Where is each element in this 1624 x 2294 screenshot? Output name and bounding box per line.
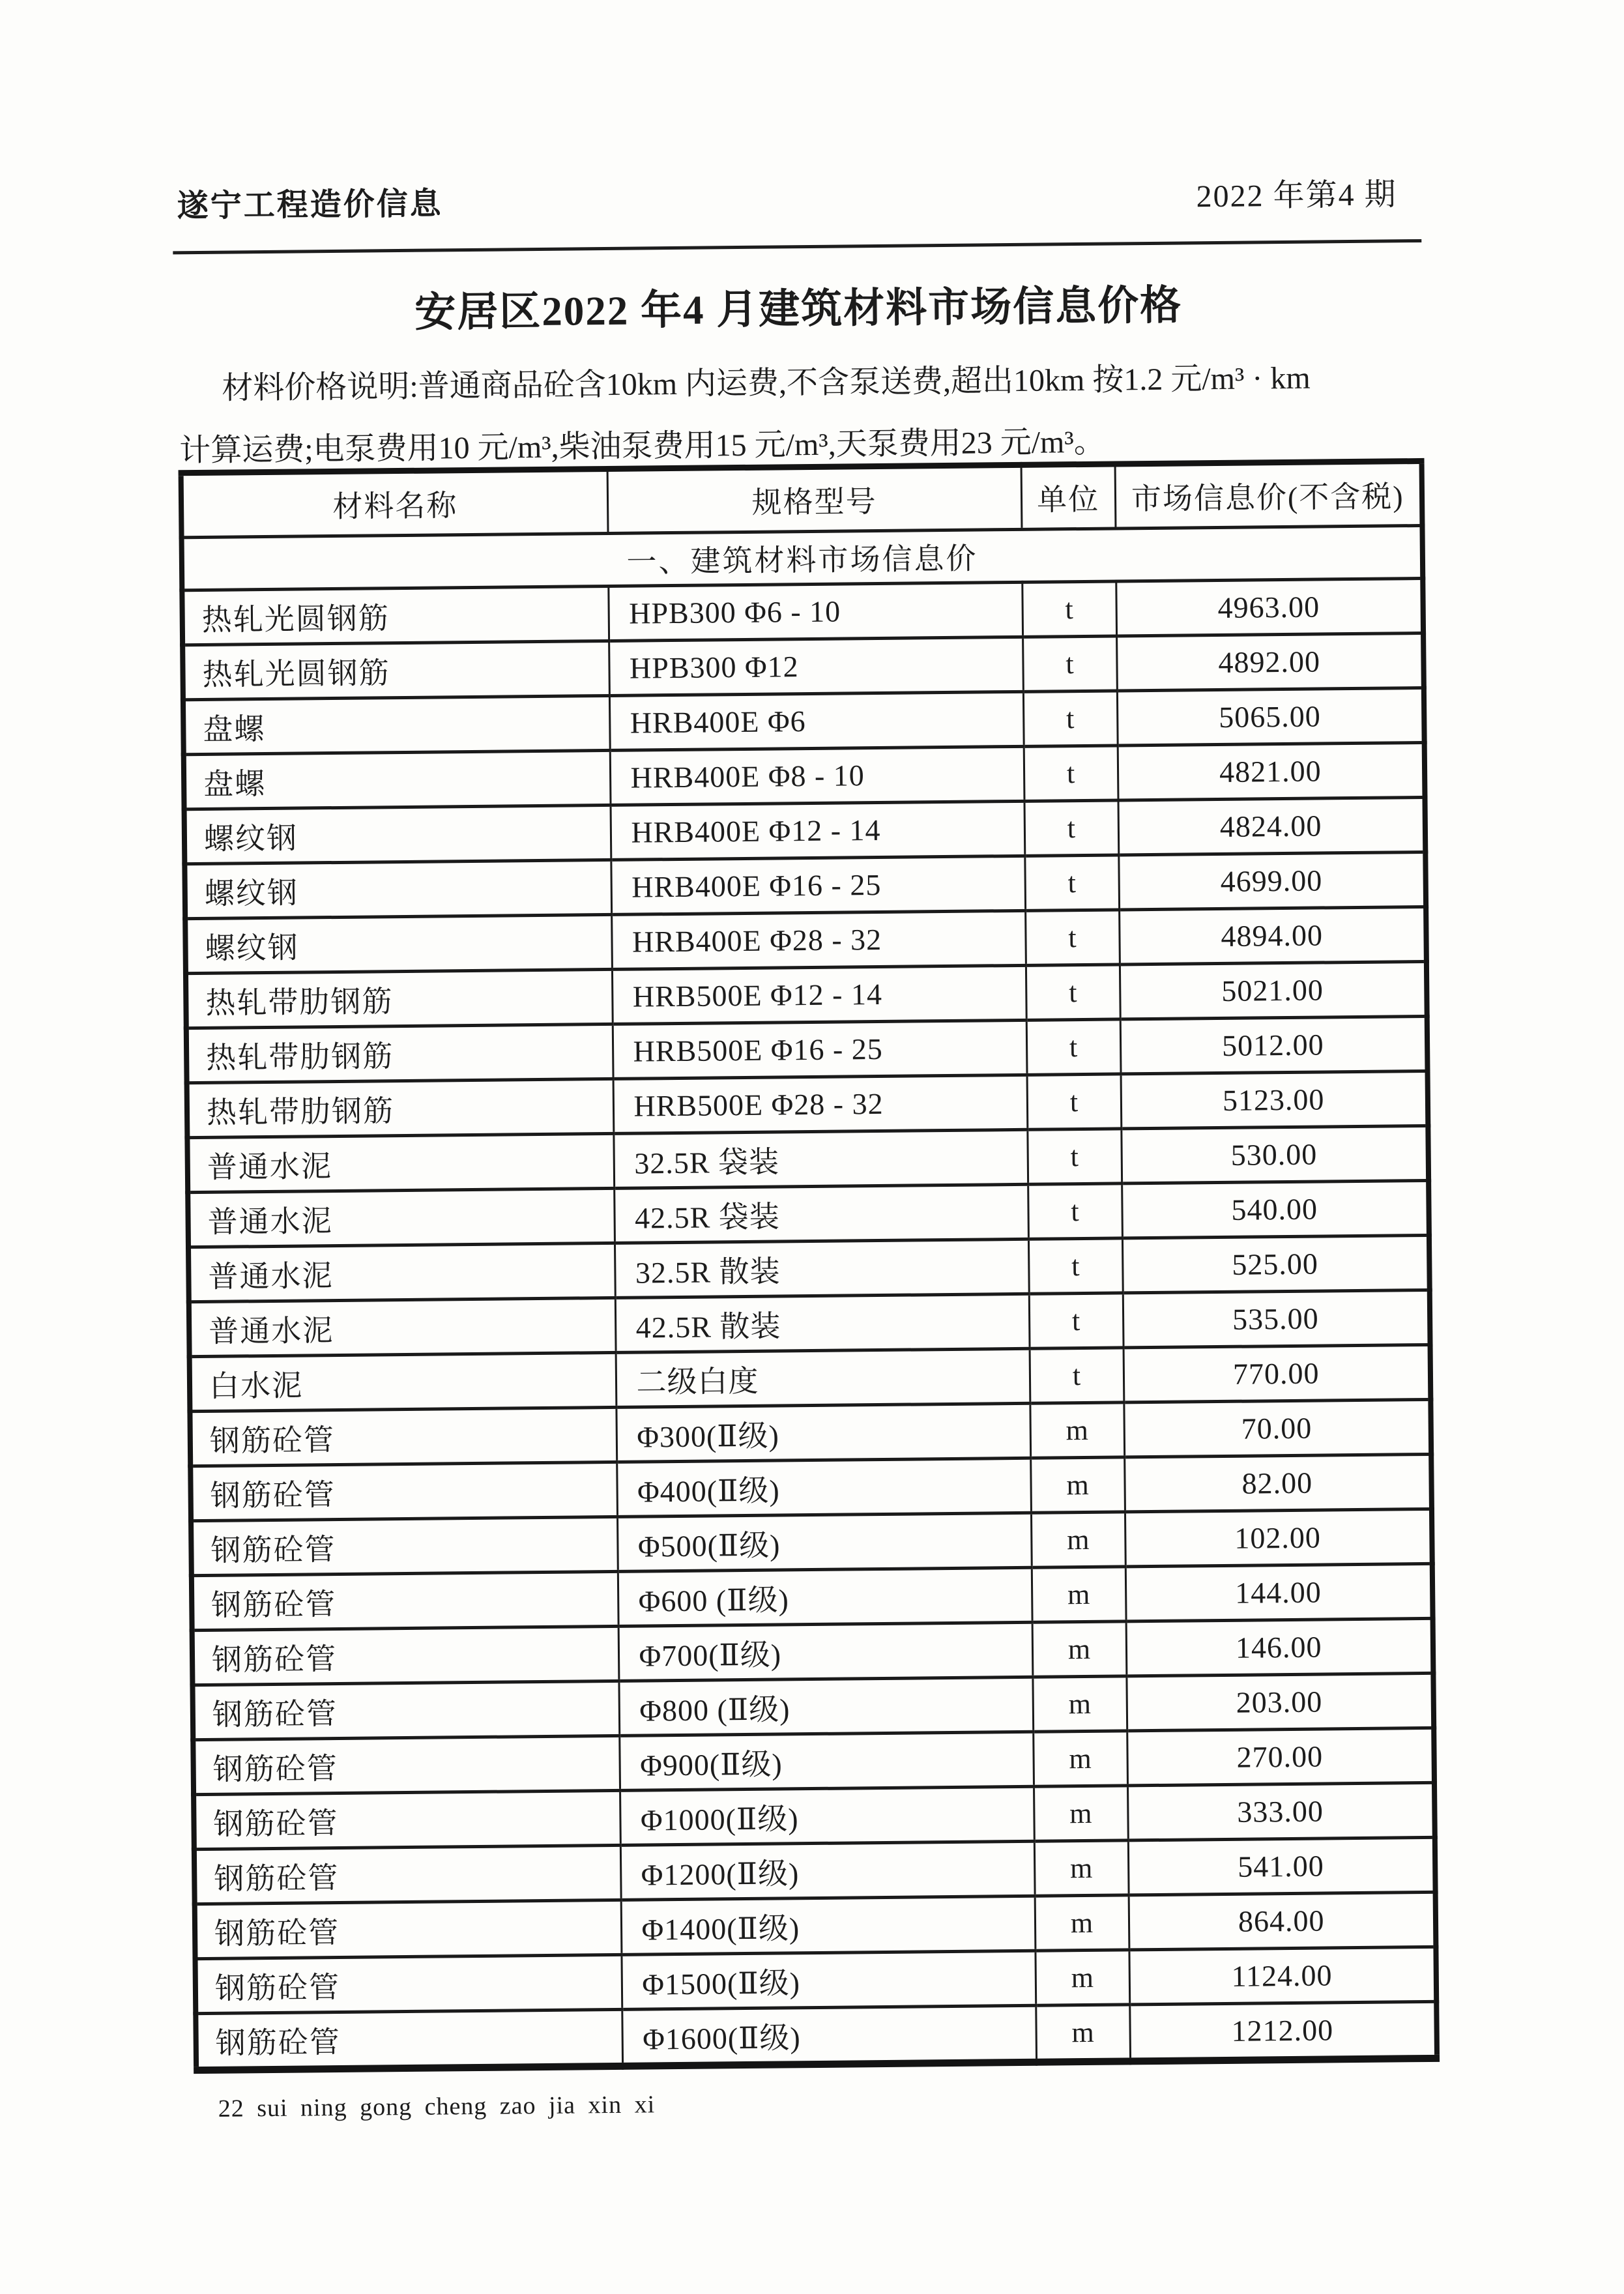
price-note-line-2: 计算运费;电泵费用10 元/m³,柴油泵费用15 元/m³,天泵费用23 元/m³。 <box>179 424 1105 469</box>
spec-cell: Φ900(Ⅱ级) <box>619 1732 1034 1790</box>
unit-cell: t <box>1027 1074 1122 1129</box>
spec-cell: Φ1600(Ⅱ级) <box>622 2005 1036 2066</box>
price-cell: 525.00 <box>1122 1235 1430 1293</box>
material-name-cell: 钢筋砼管 <box>192 1571 618 1630</box>
price-cell: 540.00 <box>1122 1180 1429 1238</box>
section-title: 一、建筑材料市场信息价 <box>182 525 1423 590</box>
unit-cell: m <box>1036 2005 1130 2062</box>
price-cell: 333.00 <box>1127 1782 1435 1840</box>
spec-cell: HRB400E Φ12 - 14 <box>611 801 1025 860</box>
material-name-cell: 钢筋砼管 <box>190 1407 616 1466</box>
unit-cell: t <box>1028 1238 1123 1294</box>
spec-cell: HRB400E Φ16 - 25 <box>611 856 1025 914</box>
price-cell: 770.00 <box>1124 1344 1431 1402</box>
header-spec-model: 规格型号 <box>607 465 1022 533</box>
spec-cell: Φ500(Ⅱ级) <box>617 1513 1032 1571</box>
price-cell: 530.00 <box>1121 1125 1428 1183</box>
page-number: 22 <box>218 2095 244 2123</box>
table-body <box>182 525 1437 2070</box>
spec-cell: Φ1200(Ⅱ级) <box>620 1841 1035 1900</box>
material-name-cell: 普通水泥 <box>187 1133 614 1192</box>
unit-cell: t <box>1023 691 1118 746</box>
spec-cell: Φ1500(Ⅱ级) <box>621 1951 1036 2009</box>
price-cell: 144.00 <box>1125 1563 1433 1621</box>
unit-cell: t <box>1026 965 1120 1020</box>
price-cell: 4824.00 <box>1118 797 1425 855</box>
materials-price-table <box>179 458 1440 2074</box>
material-name-cell: 螺纹钢 <box>184 860 611 918</box>
spec-cell: HRB500E Φ12 - 14 <box>612 965 1026 1024</box>
journal-title: 遂宁工程造价信息 <box>177 186 443 224</box>
material-name-cell: 热轧光圆钢筋 <box>182 641 609 699</box>
unit-cell: t <box>1028 1183 1122 1239</box>
material-name-cell: 钢筋砼管 <box>196 2009 622 2070</box>
unit-cell: t <box>1029 1293 1124 1348</box>
price-cell: 146.00 <box>1126 1618 1434 1676</box>
issue-label: 2022 年第4 期 <box>1196 177 1397 214</box>
material-name-cell: 钢筋砼管 <box>194 1790 620 1849</box>
page-footer <box>218 2090 655 2123</box>
spec-cell: HRB400E Φ28 - 32 <box>611 910 1026 969</box>
material-name-cell: 热轧带肋钢筋 <box>186 1024 613 1082</box>
table-header <box>181 461 1423 537</box>
unit-cell: m <box>1034 1786 1128 1841</box>
spec-cell: Φ300(Ⅱ级) <box>616 1403 1030 1462</box>
material-name-cell: 普通水泥 <box>188 1243 615 1301</box>
unit-cell: t <box>1022 636 1117 691</box>
header-unit: 单位 <box>1021 464 1116 529</box>
spec-cell: 二级白度 <box>616 1348 1030 1407</box>
material-name-cell: 螺纹钢 <box>185 914 612 973</box>
price-cell: 541.00 <box>1128 1837 1436 1895</box>
unit-cell: m <box>1032 1621 1127 1677</box>
masthead <box>177 169 1397 225</box>
spec-cell: Φ1400(Ⅱ级) <box>621 1896 1036 1954</box>
material-name-cell: 钢筋砼管 <box>194 1845 621 1904</box>
unit-cell: m <box>1031 1512 1125 1567</box>
spec-cell: Φ400(Ⅱ级) <box>616 1458 1031 1517</box>
material-name-cell: 钢筋砼管 <box>193 1735 620 1794</box>
spec-cell: 42.5R 散装 <box>615 1294 1030 1352</box>
material-name-cell: 热轧光圆钢筋 <box>182 586 609 645</box>
page-title: 安居区2022 年4 月建筑材料市场信息价格 <box>414 282 1183 336</box>
spec-cell: HPB300 Φ6 - 10 <box>608 582 1022 641</box>
masthead-rule <box>173 239 1421 254</box>
spec-cell: HRB500E Φ16 - 25 <box>613 1020 1027 1079</box>
unit-cell: m <box>1033 1731 1127 1786</box>
price-cell: 270.00 <box>1127 1728 1434 1786</box>
price-cell: 203.00 <box>1126 1673 1434 1731</box>
unit-cell: t <box>1030 1348 1124 1403</box>
material-name-cell: 螺纹钢 <box>184 805 611 864</box>
unit-cell: t <box>1024 746 1118 801</box>
price-cell: 4821.00 <box>1118 742 1425 800</box>
price-cell: 5012.00 <box>1120 1016 1428 1074</box>
price-cell: 1124.00 <box>1129 1947 1436 2005</box>
material-name-cell: 盘螺 <box>183 695 610 754</box>
unit-cell: t <box>1027 1129 1122 1184</box>
unit-cell: m <box>1030 1402 1124 1458</box>
header-market-price: 市场信息价(不含税) <box>1115 461 1423 529</box>
price-cell: 864.00 <box>1129 1892 1436 1950</box>
price-note-line-1: 材料价格说明:普通商品砼含10km 内运费,不含泵送费,超出10km 按1.2 元/m³ · km <box>222 360 1311 406</box>
price-cell: 4963.00 <box>1116 578 1423 636</box>
material-name-cell: 普通水泥 <box>189 1298 616 1356</box>
unit-cell: t <box>1024 855 1119 910</box>
unit-cell: m <box>1034 1840 1129 1896</box>
spec-cell: Φ800 (Ⅱ级) <box>618 1677 1033 1735</box>
price-cell: 5021.00 <box>1120 961 1427 1019</box>
price-cell: 1212.00 <box>1129 2001 1437 2061</box>
spec-cell: HPB300 Φ12 <box>609 637 1023 695</box>
price-cell: 4892.00 <box>1116 633 1424 691</box>
material-name-cell: 钢筋砼管 <box>195 1900 622 1958</box>
spec-cell: HRB400E Φ6 <box>609 691 1024 750</box>
price-cell: 70.00 <box>1124 1399 1431 1457</box>
price-cell: 82.00 <box>1124 1454 1432 1512</box>
unit-cell: t <box>1026 1019 1121 1075</box>
header-material-name: 材料名称 <box>181 469 608 537</box>
price-cell: 5065.00 <box>1117 688 1425 746</box>
footer-pinyin: sui ning gong cheng zao jia xin xi <box>256 2091 656 2123</box>
material-name-cell: 钢筋砼管 <box>192 1681 619 1739</box>
material-name-cell: 白水泥 <box>190 1352 616 1411</box>
unit-cell: t <box>1025 910 1120 965</box>
material-name-cell: 钢筋砼管 <box>190 1462 617 1520</box>
table-row <box>196 2001 1437 2070</box>
material-name-cell: 钢筋砼管 <box>192 1626 619 1685</box>
material-name-cell: 钢筋砼管 <box>195 1954 622 2013</box>
material-name-cell: 钢筋砼管 <box>191 1517 618 1575</box>
unit-cell: m <box>1032 1676 1127 1732</box>
unit-cell: m <box>1030 1457 1125 1513</box>
material-name-cell: 热轧带肋钢筋 <box>186 969 613 1028</box>
unit-cell: t <box>1024 800 1118 856</box>
unit-cell: t <box>1022 581 1116 637</box>
spec-cell: 32.5R 散装 <box>615 1239 1029 1298</box>
table-header-row <box>181 461 1423 537</box>
unit-cell: m <box>1035 1950 1129 2005</box>
spec-cell: Φ1000(Ⅱ级) <box>620 1786 1034 1845</box>
spec-cell: HRB500E Φ28 - 32 <box>613 1075 1028 1133</box>
unit-cell: m <box>1032 1567 1126 1622</box>
unit-cell: m <box>1035 1895 1129 1951</box>
material-name-cell: 盘螺 <box>184 750 611 809</box>
material-name-cell: 热轧带肋钢筋 <box>187 1079 614 1137</box>
price-cell: 4894.00 <box>1119 907 1427 965</box>
price-cell: 535.00 <box>1123 1290 1430 1348</box>
price-cell: 4699.00 <box>1118 852 1426 910</box>
price-cell: 5123.00 <box>1121 1071 1428 1129</box>
spec-cell: Φ700(Ⅱ级) <box>618 1622 1033 1681</box>
spec-cell: 32.5R 袋装 <box>613 1129 1028 1188</box>
spec-cell: 42.5R 袋装 <box>614 1184 1028 1243</box>
material-name-cell: 普通水泥 <box>188 1188 615 1247</box>
spec-cell: HRB400E Φ8 - 10 <box>610 746 1024 805</box>
spec-cell: Φ600 (Ⅱ级) <box>618 1567 1032 1626</box>
price-cell: 102.00 <box>1125 1509 1432 1567</box>
